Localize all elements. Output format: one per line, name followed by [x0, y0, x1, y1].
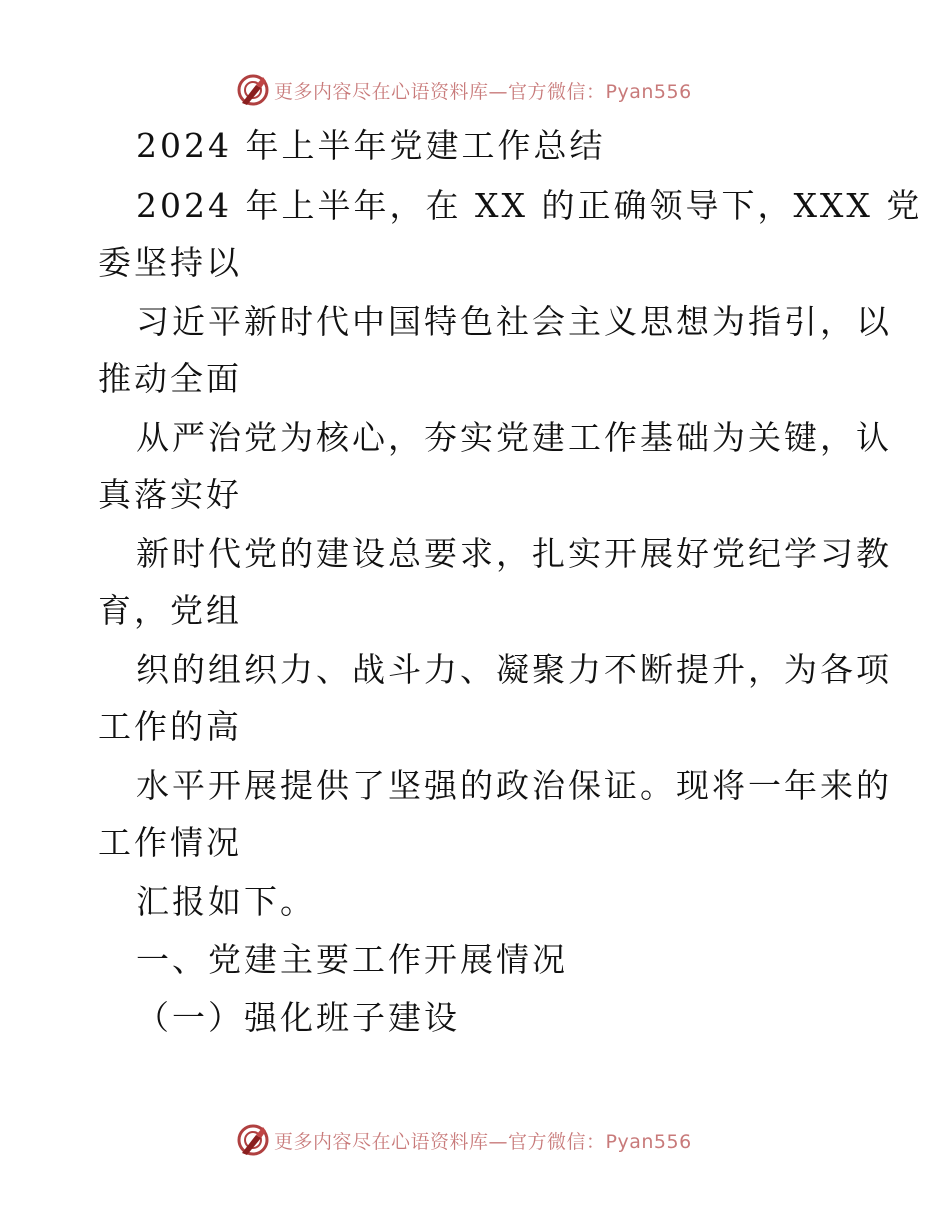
paragraph-line: 习近平新时代中国特色社会主义思想为指引，以	[136, 302, 892, 341]
pen-logo-icon	[236, 1123, 270, 1157]
pen-logo-icon	[236, 73, 270, 107]
footer-watermark	[236, 1123, 692, 1157]
paragraph-line: 工作的高	[98, 707, 242, 746]
watermark-text: 更多内容尽在心语资料库—官方微信：Pyan556	[274, 1130, 692, 1153]
paragraph-line: 新时代党的建设总要求，扎实开展好党纪学习教	[136, 534, 892, 573]
paragraph-line: 2024 年上半年，在 XX 的正确领导下，XXX 党	[136, 186, 923, 225]
paragraph-line: 育，党组	[98, 591, 242, 630]
watermark-text: 更多内容尽在心语资料库—官方微信：Pyan556	[274, 80, 692, 103]
header-watermark	[236, 73, 692, 107]
subsection-heading: （一）强化班子建设	[136, 998, 460, 1037]
paragraph-line: 工作情况	[98, 823, 242, 862]
paragraph-line: 委坚持以	[98, 243, 242, 282]
section-heading: 一、党建主要工作开展情况	[136, 940, 568, 979]
document-title: 2024 年上半年党建工作总结	[136, 126, 606, 165]
paragraph-line: 汇报如下。	[136, 882, 316, 921]
paragraph-line: 从严治党为核心，夯实党建工作基础为关键，认	[136, 418, 892, 457]
paragraph-line: 水平开展提供了坚强的政治保证。现将一年来的	[136, 766, 892, 805]
paragraph-line: 推动全面	[98, 359, 242, 398]
paragraph-line: 真落实好	[98, 475, 242, 514]
paragraph-line: 织的组织力、战斗力、凝聚力不断提升，为各项	[136, 650, 892, 689]
